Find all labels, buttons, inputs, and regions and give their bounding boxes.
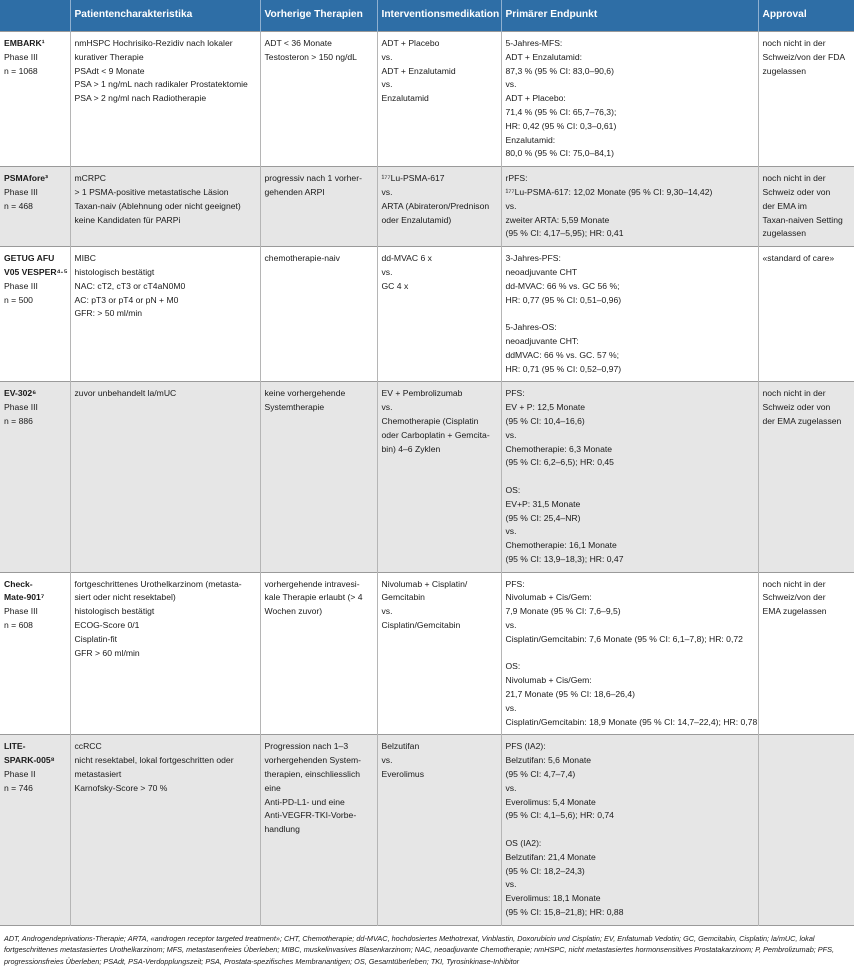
cell-line: Enzalutamid: [381, 93, 429, 104]
cell-line: (95 % CI: 13,9–18,3); HR: 0,47: [505, 553, 624, 564]
cell-line: mCRPC: [74, 173, 107, 184]
cell-line: vs.: [505, 620, 517, 631]
cell-line: vorhergehenden System-: [264, 755, 361, 766]
cell-line: PSA > 2 ng/ml nach Radiotherapie: [74, 93, 207, 104]
cell-primary-endpoint: [501, 32, 758, 167]
cell-line: vs.: [505, 702, 517, 713]
cell-intervention: [377, 32, 501, 167]
cell-line: Taxan-naiven Setting: [762, 214, 843, 225]
cell-line: GFR > 60 ml/min: [74, 647, 140, 658]
cell-line: keine Kandidaten für PARPi: [74, 214, 181, 225]
cell-line: (95 % CI: 6,2–6,5); HR: 0,45: [505, 457, 614, 468]
cell-spacer: [506, 470, 754, 484]
cell-line: V05 VESPER⁴·⁵: [4, 266, 68, 277]
cell-line: 71,4 % (95 % CI: 65,7–76,3);: [505, 106, 617, 117]
cell-patient-characteristics: [70, 167, 260, 247]
cell-line: ccRCC: [74, 741, 102, 752]
cell-line: EV + P: 12,5 Monate: [505, 402, 586, 413]
cell-line: Karnofsky-Score > 70 %: [74, 782, 168, 793]
cell-line: Nivolumab + Cis/Gem:: [505, 592, 592, 603]
cell-line: zugelassen: [762, 228, 806, 239]
cell-line: PSAdt < 9 Monate: [74, 65, 145, 76]
cell-line: Anti-VEGFR-TKI-Vorbe-: [264, 810, 357, 821]
cell-line: Anti-PD-L1- und eine: [264, 796, 345, 807]
cell-patient-characteristics: [70, 32, 260, 167]
cell-line: gehenden ARPI: [264, 186, 325, 197]
cell-line: der EMA zugelassen: [762, 415, 842, 426]
cell-line: noch nicht in der: [762, 388, 826, 399]
cell-line: PFS:: [505, 388, 525, 399]
cell-line: der EMA im: [762, 200, 807, 211]
header-study: [0, 0, 70, 32]
cell-line: eine: [264, 782, 281, 793]
cell-line: 87,3 % (95 % CI: 83,0–90,6): [505, 65, 614, 76]
cell-line: vs.: [381, 186, 393, 197]
cell-line: 21,7 Monate (95 % CI: 18,6–26,4): [505, 689, 635, 700]
cell-line: Testosteron > 150 ng/dL: [264, 51, 357, 62]
cell-line: rPFS:: [505, 173, 528, 184]
cell-line: Gemcitabin: [381, 592, 425, 603]
cell-approval: [758, 32, 854, 167]
cell-line: ADT < 36 Monate: [264, 38, 332, 48]
table-row: [0, 247, 854, 382]
cell-spacer: [506, 823, 754, 837]
cell-line: Everolimus: [381, 769, 425, 780]
cell-line: Taxan-naiv (Ablehnung oder nicht geeignet): [74, 200, 241, 211]
table-row: [0, 32, 854, 167]
cell-line: (95 % CI: 10,4–16,6): [505, 415, 585, 426]
cell-line: noch nicht in der: [762, 38, 826, 48]
cell-line: Belzutifan: 21,4 Monate: [505, 851, 596, 862]
cell-prior-therapies: [260, 382, 377, 572]
cell-line: EMA zugelassen: [762, 606, 827, 617]
cell-line: vs.: [505, 200, 517, 211]
cell-line: vs.: [505, 429, 517, 440]
cell-line: noch nicht in der: [762, 173, 826, 184]
cell-approval: [758, 735, 854, 925]
cell-line: ECOG-Score 0/1: [74, 620, 140, 631]
cell-line: bin) 4–6 Zyklen: [381, 443, 441, 454]
cell-line: n = 1068: [4, 65, 38, 76]
cell-line: Phase III: [4, 280, 38, 291]
cell-line: metastasiert: [74, 769, 122, 780]
cell-line: vs.: [381, 755, 393, 766]
cell-line: vs.: [505, 79, 517, 90]
cell-intervention: [377, 572, 501, 735]
cell-line: n = 608: [4, 620, 33, 631]
cell-line: GFR: > 50 ml/min: [74, 308, 143, 319]
cell-line: PFS:: [505, 578, 525, 589]
cell-line: ddMVAC: 66 % vs. GC. 57 %;: [505, 349, 620, 360]
cell-line: ADT + Placebo: [381, 38, 440, 48]
cell-line: Everolimus: 18,1 Monate: [505, 893, 601, 904]
cell-patient-characteristics: [70, 572, 260, 735]
cell-approval: [758, 572, 854, 735]
cell-line: vs.: [505, 879, 517, 890]
header-approval: Approval: [758, 0, 854, 32]
cell-primary-endpoint: [501, 247, 758, 382]
cell-line: dd-MVAC: 66 % vs. GC 56 %;: [505, 280, 620, 291]
cell-study: [0, 32, 70, 167]
cell-intervention: [377, 735, 501, 925]
cell-line: Systemtherapie: [264, 402, 325, 413]
cell-line: Nivolumab + Cis/Gem:: [505, 675, 592, 686]
cell-line: (95 % CI: 15,8–21,8); HR: 0,88: [505, 907, 624, 918]
cell-line: Belzutifan: 5,6 Monate: [505, 755, 592, 766]
cell-line: HR: 0,71 (95 % CI: 0,52–0,97): [505, 363, 622, 374]
cell-line: neoadjuvante CHT:: [505, 335, 579, 346]
cell-line: (95 % CI: 4,7–7,4): [505, 769, 576, 780]
cell-line: Chemotherapie: 16,1 Monate: [505, 540, 617, 551]
cell-line: progressiv nach 1 vorher-: [264, 173, 362, 184]
cell-line: Check-: [4, 578, 33, 589]
cell-line: ¹⁷⁷Lu-PSMA-617: 12,02 Monate (95 % CI: 9,30–14,42): [505, 186, 713, 197]
cell-line: ADT + Placebo:: [505, 93, 566, 104]
cell-line: dd-MVAC 6 x: [381, 253, 432, 264]
table-row: [0, 167, 854, 247]
cell-line: Phase II: [4, 769, 36, 780]
cell-prior-therapies: [260, 32, 377, 167]
cell-line: vs.: [381, 606, 393, 617]
cell-primary-endpoint: [501, 572, 758, 735]
cell-line: HR: 0,77 (95 % CI: 0,51–0,96): [505, 294, 622, 305]
cell-patient-characteristics: [70, 382, 260, 572]
cell-line: ADT + Enzalutamid:: [505, 51, 583, 62]
cell-line: vs.: [381, 51, 393, 62]
cell-patient-characteristics: [70, 247, 260, 382]
cell-intervention: [377, 382, 501, 572]
cell-line: 5-Jahres-OS:: [505, 322, 557, 333]
cell-line: GETUG AFU: [4, 253, 55, 264]
cell-line: 3-Jahres-PFS:: [505, 253, 561, 264]
cell-line: AC: pT3 or pT4 or pN + M0: [74, 294, 179, 305]
cell-line: «standard of care»: [762, 253, 835, 264]
cell-study: [0, 167, 70, 247]
cell-line: PSA > 1 ng/mL nach radikaler Prostatektomie: [74, 79, 248, 90]
cell-line: EV-302⁶: [4, 388, 37, 399]
cell-line: OS:: [505, 484, 521, 495]
cell-line: Mate-901⁷: [4, 592, 45, 603]
cell-intervention: [377, 167, 501, 247]
cell-line: zweiter ARTA: 5,59 Monate: [505, 214, 610, 225]
cell-line: fortgeschrittenes Urothelkarzinom (metasta-: [74, 578, 242, 589]
cell-line: GC 4 x: [381, 280, 409, 291]
cell-line: Schweiz/von der FDA: [762, 51, 846, 62]
cell-line: HR: 0,42 (95 % CI: 0,3–0,61): [505, 120, 617, 131]
cell-study: [0, 735, 70, 925]
cell-patient-characteristics: [70, 735, 260, 925]
cell-spacer: [506, 307, 754, 321]
cell-line: OS:: [505, 661, 521, 672]
cell-line: PFS (IA2):: [505, 741, 546, 752]
cell-approval: [758, 382, 854, 572]
cell-line: Cisplatin-fit: [74, 633, 118, 644]
cell-study: [0, 382, 70, 572]
cell-line: kurativer Therapie: [74, 51, 144, 62]
cell-line: n = 886: [4, 415, 33, 426]
cell-line: kale Therapie erlaubt (> 4: [264, 592, 363, 603]
cell-line: Everolimus: 5,4 Monate: [505, 796, 596, 807]
cell-prior-therapies: [260, 572, 377, 735]
header-patient-characteristics: Patientencharakteristika: [70, 0, 260, 32]
cell-line: NAC: cT2, cT3 or cT4aN0M0: [74, 280, 186, 291]
cell-line: LITE-: [4, 741, 26, 752]
cell-approval: [758, 247, 854, 382]
cell-line: chemotherapie-naiv: [264, 253, 340, 264]
cell-line: (95 % CI: 25,4–NR): [505, 512, 581, 523]
cell-line: n = 746: [4, 782, 33, 793]
cell-line: MIBC: [74, 253, 96, 264]
cell-line: zugelassen: [762, 65, 806, 76]
cell-line: PSMAfore³: [4, 173, 48, 184]
cell-prior-therapies: [260, 735, 377, 925]
cell-line: 5-Jahres-MFS:: [505, 38, 563, 48]
cell-study: [0, 572, 70, 735]
cell-line: vs.: [381, 402, 393, 413]
cell-line: nmHSPC Hochrisiko-Rezidiv nach lokaler: [74, 38, 233, 48]
cell-line: zuvor unbehandelt la/mUC: [74, 388, 177, 399]
cell-line: oder Enzalutamid): [381, 214, 452, 225]
cell-prior-therapies: [260, 247, 377, 382]
table-row: [0, 382, 854, 572]
cell-line: > 1 PSMA-positive metastatische Läsion: [74, 186, 229, 197]
cell-line: Phase III: [4, 402, 38, 413]
cell-line: EV + Pembrolizumab: [381, 388, 463, 399]
cell-line: 80,0 % (95 % CI: 75,0–84,1): [505, 148, 614, 159]
cell-line: Phase III: [4, 606, 38, 617]
cell-line: Phase III: [4, 186, 38, 197]
cell-line: siert oder nicht resektabel): [74, 592, 176, 603]
cell-line: (95 % CI: 4,17–5,95); HR: 0,41: [505, 228, 624, 239]
cell-line: vs.: [505, 782, 517, 793]
cell-primary-endpoint: [501, 735, 758, 925]
cell-line: ¹⁷⁷Lu-PSMA-617: [381, 173, 445, 184]
footnote: ADT, Androgendeprivations-Therapie; ARTA, «androgen receptor targeted treatment»; CHT, Chemotherapie; dd-MVAC, hochdosiertes Methotrexat, Vinblastin, Doxorubicin und Cisplatin; EV, Enfatumab Vedotin; GC, Gemcitabin, Cisplatin; la/mUC, lokal fortgeschrittenes metastasiertes Urothelkarzinom; MFS, metastasenfreies Überleben; MIBC, muskelinvasives Blasenkarzinom; NAC, neoadjuvante Chemotherapie; nmHSPC, nicht metastasiertes hormonsensitives Prostatakarzinom; P, Pembrolizumab; PFS, progressionsfreies Überleben; PSAdt, PSA-Verdopplungszeit; PSA, Prostata-spezifisches Membranantigen; OS, Gesamtüberleben; TKI, Tyrosinkinase-Inhibitor: [0, 925, 854, 975]
table-body: [0, 32, 854, 926]
cell-line: Schweiz/von der: [762, 592, 826, 603]
cell-approval: [758, 167, 854, 247]
cell-line: OS (IA2):: [505, 838, 542, 849]
cell-line: Chemotherapie (Cisplatin: [381, 415, 479, 426]
cell-line: handlung: [264, 824, 300, 835]
table-row: [0, 735, 854, 925]
cell-line: Nivolumab + Cisplatin/: [381, 578, 468, 589]
cell-line: vs.: [381, 79, 393, 90]
cell-line: Chemotherapie: 6,3 Monate: [505, 443, 613, 454]
cell-line: SPARK-005⁸: [4, 755, 55, 766]
header-prior-therapies: Vorherige Therapien: [260, 0, 377, 32]
cell-line: vs.: [381, 266, 393, 277]
cell-line: ADT + Enzalutamid: [381, 65, 456, 76]
table-row: [0, 572, 854, 735]
cell-line: keine vorhergehende: [264, 388, 346, 399]
cell-line: n = 468: [4, 200, 33, 211]
cell-primary-endpoint: [501, 167, 758, 247]
cell-line: (95 % CI: 18,2–24,3): [505, 865, 585, 876]
cell-line: Progression nach 1–3: [264, 741, 349, 752]
cell-spacer: [506, 647, 754, 661]
cell-primary-endpoint: [501, 382, 758, 572]
cell-line: nicht resektabel, lokal fortgeschritten oder: [74, 755, 234, 766]
cell-line: noch nicht in der: [762, 578, 826, 589]
header-primary-endpoint: Primärer Endpunkt: [501, 0, 758, 32]
cell-line: Phase III: [4, 51, 38, 62]
cell-line: vorhergehende intravesi-: [264, 578, 360, 589]
cell-line: histologisch bestätigt: [74, 266, 155, 277]
cell-line: (95 % CI: 4,1–5,6); HR: 0,74: [505, 810, 614, 821]
cell-line: n = 500: [4, 294, 33, 305]
table-header-row: [0, 0, 854, 32]
cell-line: Cisplatin/Gemcitabin: [381, 620, 461, 631]
header-intervention: Interventionsmedikation: [377, 0, 501, 32]
cell-line: 7,9 Monate (95 % CI: 7,6–9,5): [505, 606, 621, 617]
cell-line: Cisplatin/Gemcitabin: 7,6 Monate (95 % CI: 6,1–7,8); HR: 0,72: [505, 633, 743, 644]
footnote-row: [0, 925, 854, 975]
cell-line: Cisplatin/Gemcitabin: 18,9 Monate (95 % CI: 14,7–22,4); HR: 0,78: [505, 716, 758, 727]
cell-line: ARTA (Abirateron/Prednison: [381, 200, 490, 211]
cell-line: Schweiz oder von: [762, 186, 831, 197]
cell-line: neoadjuvante CHT: [505, 266, 578, 277]
cell-line: Belzutifan: [381, 741, 420, 752]
cell-line: oder Carboplatin + Gemcita-: [381, 429, 490, 440]
cell-line: vs.: [505, 526, 517, 537]
cell-line: Wochen zuvor): [264, 606, 323, 617]
cell-line: therapien, einschliesslich: [264, 769, 361, 780]
cell-line: Schweiz oder von: [762, 402, 831, 413]
cell-intervention: [377, 247, 501, 382]
cell-line: EV+P: 31,5 Monate: [505, 498, 581, 509]
cell-line: Enzalutamid:: [505, 134, 556, 145]
cell-line: histologisch bestätigt: [74, 606, 155, 617]
cell-prior-therapies: [260, 167, 377, 247]
cell-study: [0, 247, 70, 382]
cell-line: EMBARK¹: [4, 38, 45, 48]
